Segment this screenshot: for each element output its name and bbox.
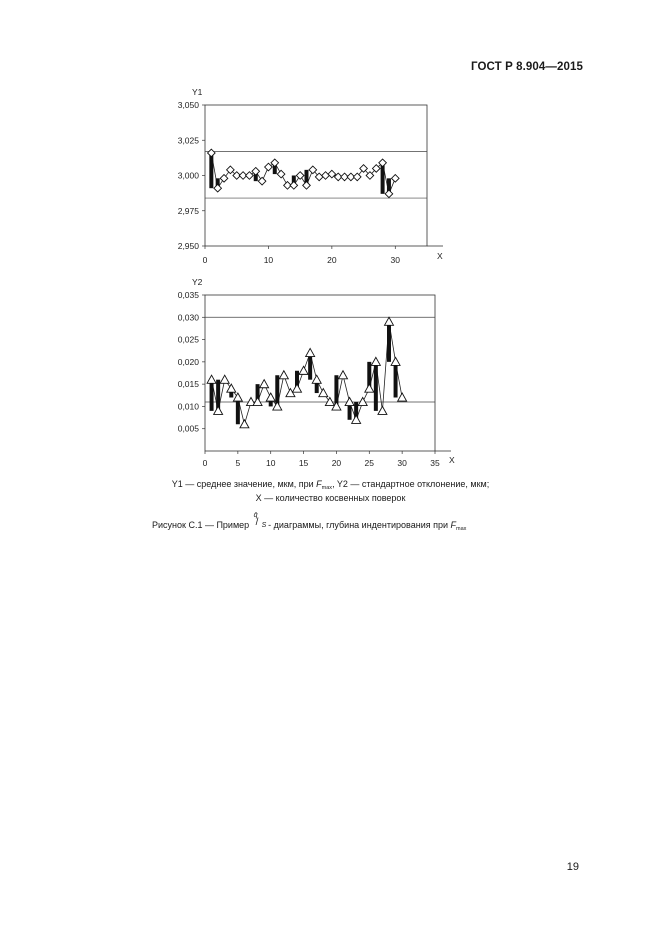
legend-y1-text: Y1 — среднее значение, мкм, при [171, 479, 317, 489]
data-point [227, 384, 236, 392]
data-point [273, 402, 282, 410]
data-point [246, 172, 254, 180]
data-point [303, 182, 311, 190]
x-tick-label: 0 [202, 255, 208, 265]
page-number: 19 [566, 861, 579, 873]
legend-f-subscript: max [321, 485, 333, 491]
x-tick-label: 25 [364, 458, 375, 468]
x-axis-label: X [437, 251, 443, 261]
data-point [266, 393, 275, 401]
data-point [277, 170, 285, 178]
data-point [365, 384, 374, 392]
x-tick-label: 5 [235, 458, 241, 468]
y-tick-label: 0,025 [177, 334, 199, 345]
plot-frame [205, 295, 435, 451]
x-tick-label: 30 [397, 458, 407, 468]
data-point [312, 375, 321, 383]
data-point [271, 159, 279, 167]
data-point [258, 177, 266, 185]
standard-header: ГОСТ Р 8.904—2015 [471, 61, 583, 73]
y-axis-label: Y1 [192, 87, 203, 97]
y-tick-label: 0,030 [177, 312, 199, 323]
caption-f-symbol: F [450, 520, 457, 530]
data-point [353, 173, 361, 181]
data-point [220, 375, 229, 383]
data-point [296, 172, 304, 180]
data-point [371, 357, 380, 365]
x-axis-label: X [449, 455, 455, 465]
y-tick-label: 3,050 [177, 100, 199, 110]
y-tick-label: 0,005 [177, 423, 199, 434]
data-point [214, 406, 223, 414]
data-point [398, 393, 407, 401]
data-point [252, 167, 260, 175]
y-tick-label: 3,000 [177, 170, 199, 181]
data-point [240, 420, 249, 428]
x-tick-label: 10 [263, 255, 274, 265]
legend-line-2: X — количество косвенных поверок [255, 493, 406, 503]
y-tick-label: 0,015 [177, 379, 199, 390]
x-tick-label: 20 [331, 458, 342, 468]
data-point [220, 175, 228, 183]
fraction-numerator: q̄ [253, 512, 258, 519]
data-point [299, 366, 308, 374]
figure-caption [152, 512, 467, 532]
data-point [214, 184, 222, 192]
data-point [233, 393, 242, 401]
data-point [385, 190, 393, 198]
data-point [265, 163, 273, 171]
y-tick-label: 0,035 [177, 290, 199, 300]
data-point [207, 375, 216, 383]
legend-f-symbol: F [316, 479, 322, 489]
y-tick-label: 0,020 [177, 356, 199, 367]
data-point [319, 389, 328, 397]
legend-line-1 [0, 479, 661, 491]
fraction-denominator: S [261, 522, 267, 529]
x-tick-label: 0 [202, 458, 208, 468]
data-point [339, 371, 348, 379]
caption-f-subscript: max [456, 526, 467, 532]
data-point [391, 357, 400, 365]
y-tick-label: 0,010 [177, 401, 199, 412]
data-point [306, 348, 315, 356]
y-tick-label: 2,950 [177, 241, 199, 251]
y-tick-label: 3,025 [177, 135, 199, 146]
caption-prefix: Рисунок С.1 — Пример [152, 520, 252, 530]
data-point [253, 397, 262, 405]
data-point [385, 317, 394, 325]
x-tick-label: 35 [430, 458, 440, 468]
data-point [322, 172, 330, 180]
data-point [293, 384, 302, 392]
data-point [208, 149, 216, 157]
y-tick-label: 2,975 [177, 205, 199, 216]
data-point [378, 406, 387, 414]
legend-y2-text: , Y2 — стандартное отклонение, мкм; [332, 479, 490, 489]
data-point [391, 175, 399, 183]
data-point [345, 397, 354, 405]
data-point [325, 397, 334, 405]
data-point [358, 397, 367, 405]
x-tick-label: 30 [390, 255, 401, 265]
x-tick-label: 15 [298, 458, 309, 468]
y-axis-label: Y2 [192, 277, 203, 287]
caption-middle: - диаграммы, глубина индентирования при [265, 520, 451, 530]
chart-1 [202, 105, 443, 249]
x-tick-label: 20 [327, 255, 337, 265]
data-point [260, 380, 269, 388]
chart-2 [202, 295, 451, 454]
q-over-s-fraction: q̄ / S [253, 512, 267, 529]
data-point [279, 371, 288, 379]
x-tick-label: 10 [265, 458, 276, 468]
data-point [290, 182, 298, 190]
data-point [352, 415, 361, 423]
